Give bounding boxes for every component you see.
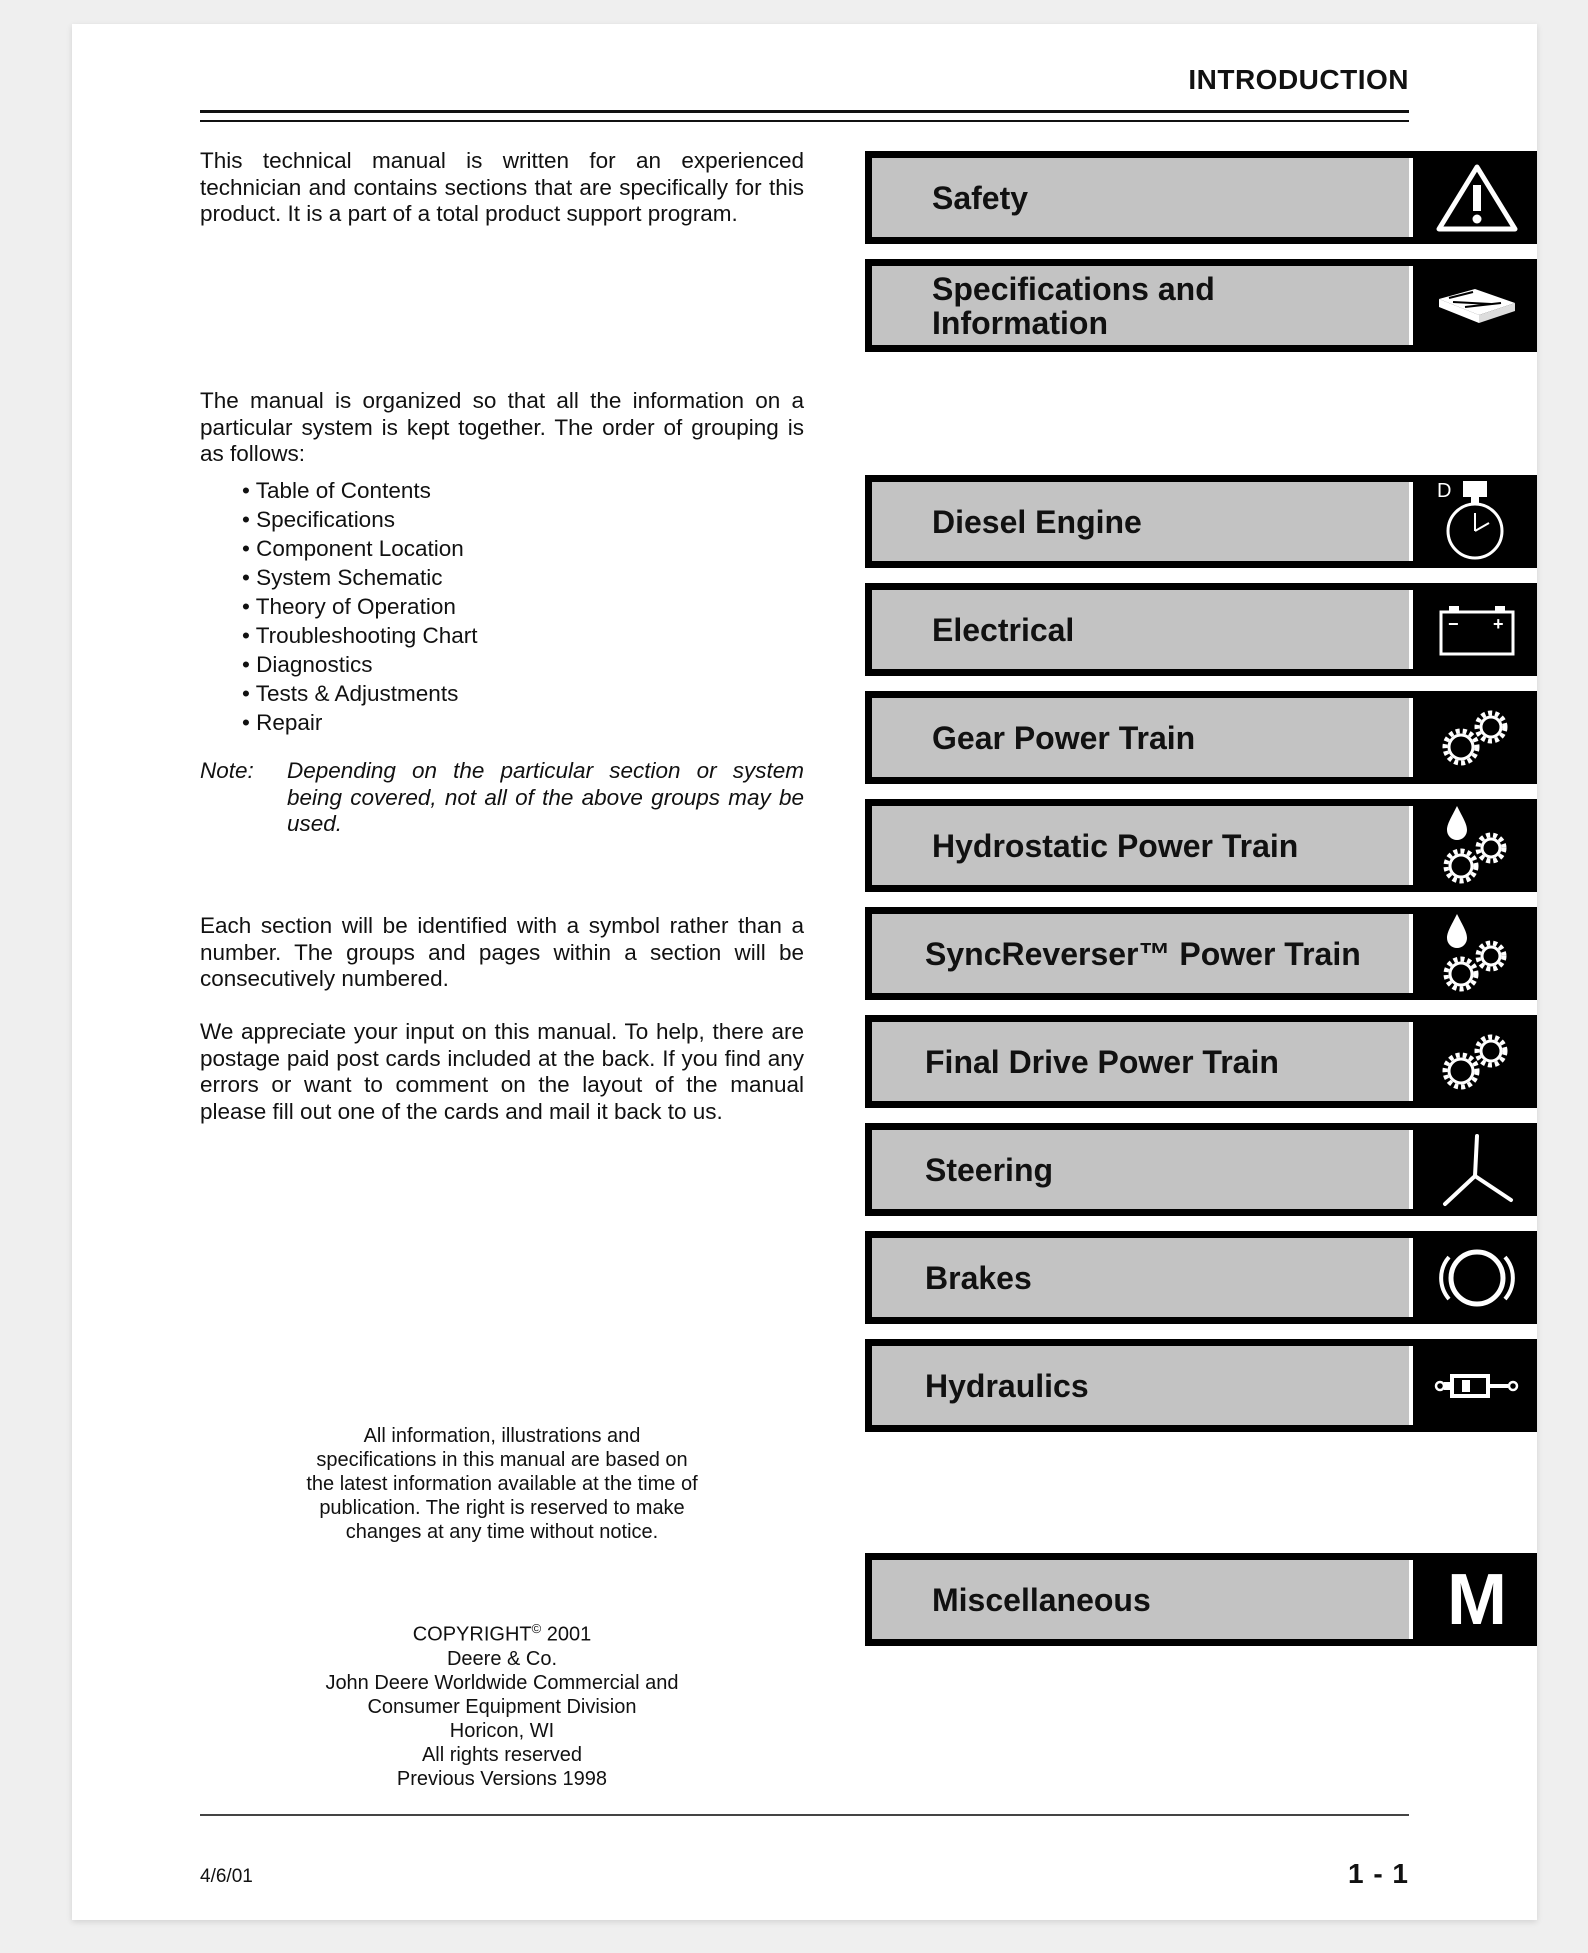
section-tab-steering[interactable] <box>865 1123 1537 1216</box>
list-item: • Repair <box>242 708 742 737</box>
intro-paragraph-3: Each section will be identified with a symbol rather than a number. The groups and pages within a section will be consecutively numbered. <box>200 913 804 991</box>
list-item: • Component Location <box>242 534 742 563</box>
section-tab-electrical[interactable] <box>865 583 1537 676</box>
hydraulic-cylinder-icon <box>1417 1339 1537 1432</box>
section-tab-label: Gear Power Train <box>872 698 1413 777</box>
section-tab-diesel-engine[interactable] <box>865 475 1537 568</box>
header-double-rule <box>200 110 1409 122</box>
section-tab-label: Diesel Engine <box>872 482 1413 561</box>
stopwatch-icon <box>1417 475 1537 568</box>
section-tab-label: Specifications and Information <box>872 266 1413 345</box>
intro-paragraph-1: This technical manual is written for an experienced technician and contains sections that are specifically for this product. It is a part of a total product support program. <box>200 148 804 226</box>
disclaimer-text: All information, illustrations and specifications in this manual are based on the latest information available at the time of publication. The right is reserved to make changes at any time without notice. <box>306 1425 698 1543</box>
grouping-list <box>242 476 742 737</box>
section-tab-hydraulics[interactable] <box>865 1339 1537 1432</box>
section-tab-miscellaneous[interactable] <box>865 1553 1537 1646</box>
section-tab-label: Safety <box>872 158 1413 237</box>
list-item: • Specifications <box>242 505 742 534</box>
note-block <box>200 758 804 838</box>
svg-text:+: + <box>1493 613 1504 634</box>
list-item: • Table of Contents <box>242 476 742 505</box>
steering-icon <box>1417 1123 1537 1216</box>
section-tab-syncreverser-power-train[interactable] <box>865 907 1537 1000</box>
section-tab-gear-power-train[interactable] <box>865 691 1537 784</box>
warning-triangle-icon <box>1417 151 1537 244</box>
note-text: Depending on the particular section or system being covered, not all of the above groups may be used. <box>287 758 804 836</box>
section-tab-hydrostatic-power-train[interactable] <box>865 799 1537 892</box>
section-tab-label: Hydrostatic Power Train <box>872 806 1413 885</box>
list-item: • Troubleshooting Chart <box>242 621 742 650</box>
intro-paragraph-4: We appreciate your input on this manual. To help, there are postage paid post cards included at the back. If you find any errors or want to comment on the layout of the manual please fill out one of the cards and mail it back to us. <box>200 1019 804 1124</box>
section-tab-specifications[interactable] <box>865 259 1537 352</box>
open-book-icon <box>1417 259 1537 352</box>
section-tab-label: Final Drive Power Train <box>872 1022 1413 1101</box>
page-header-title: INTRODUCTION <box>1188 64 1409 95</box>
section-tab-brakes[interactable] <box>865 1231 1537 1324</box>
section-tab-label: Hydraulics <box>872 1346 1413 1425</box>
copyright-block: COPYRIGHT© 2001 Deere & Co. John Deere Worldwide Commercial and Consumer Equipment Division Horicon, WI All rights reserved Previous Versions 1998 <box>252 1617 752 1791</box>
copyright-line: COPYRIGHT© 2001 <box>412 1621 592 1646</box>
section-tab-label: Brakes <box>872 1238 1413 1317</box>
brake-icon <box>1417 1231 1537 1324</box>
drop-gears-icon <box>1417 907 1537 1000</box>
section-tab-label: Steering <box>872 1130 1413 1209</box>
list-item: • Diagnostics <box>242 650 742 679</box>
manual-page <box>72 24 1537 1920</box>
section-tab-safety[interactable] <box>865 151 1537 244</box>
section-tab-label: Electrical <box>872 590 1413 669</box>
drop-gears-icon <box>1417 799 1537 892</box>
intro-paragraph-2: The manual is organized so that all the information on a particular system is kept together. The order of grouping is as follows: <box>200 388 804 466</box>
gears-icon <box>1417 1015 1537 1108</box>
page-number: 1 - 1 <box>1347 1858 1409 1889</box>
list-item: • Tests & Adjustments <box>242 679 742 708</box>
note-label: Note: <box>200 758 254 783</box>
footer-rule <box>200 1814 1409 1816</box>
list-item: • System Schematic <box>242 563 742 592</box>
letter-m-icon: M <box>1447 1559 1507 1640</box>
battery-icon <box>1417 583 1537 676</box>
section-tab-label: SyncReverser™ Power Train <box>872 914 1413 993</box>
footer-date: 4/6/01 <box>200 1866 253 1887</box>
list-item: • Theory of Operation <box>242 592 742 621</box>
svg-text:D: D <box>1437 479 1452 502</box>
section-tab-label: Miscellaneous <box>872 1560 1413 1639</box>
svg-text:−: − <box>1448 613 1459 634</box>
section-tab-final-drive-power-train[interactable] <box>865 1015 1537 1108</box>
gears-icon <box>1417 691 1537 784</box>
